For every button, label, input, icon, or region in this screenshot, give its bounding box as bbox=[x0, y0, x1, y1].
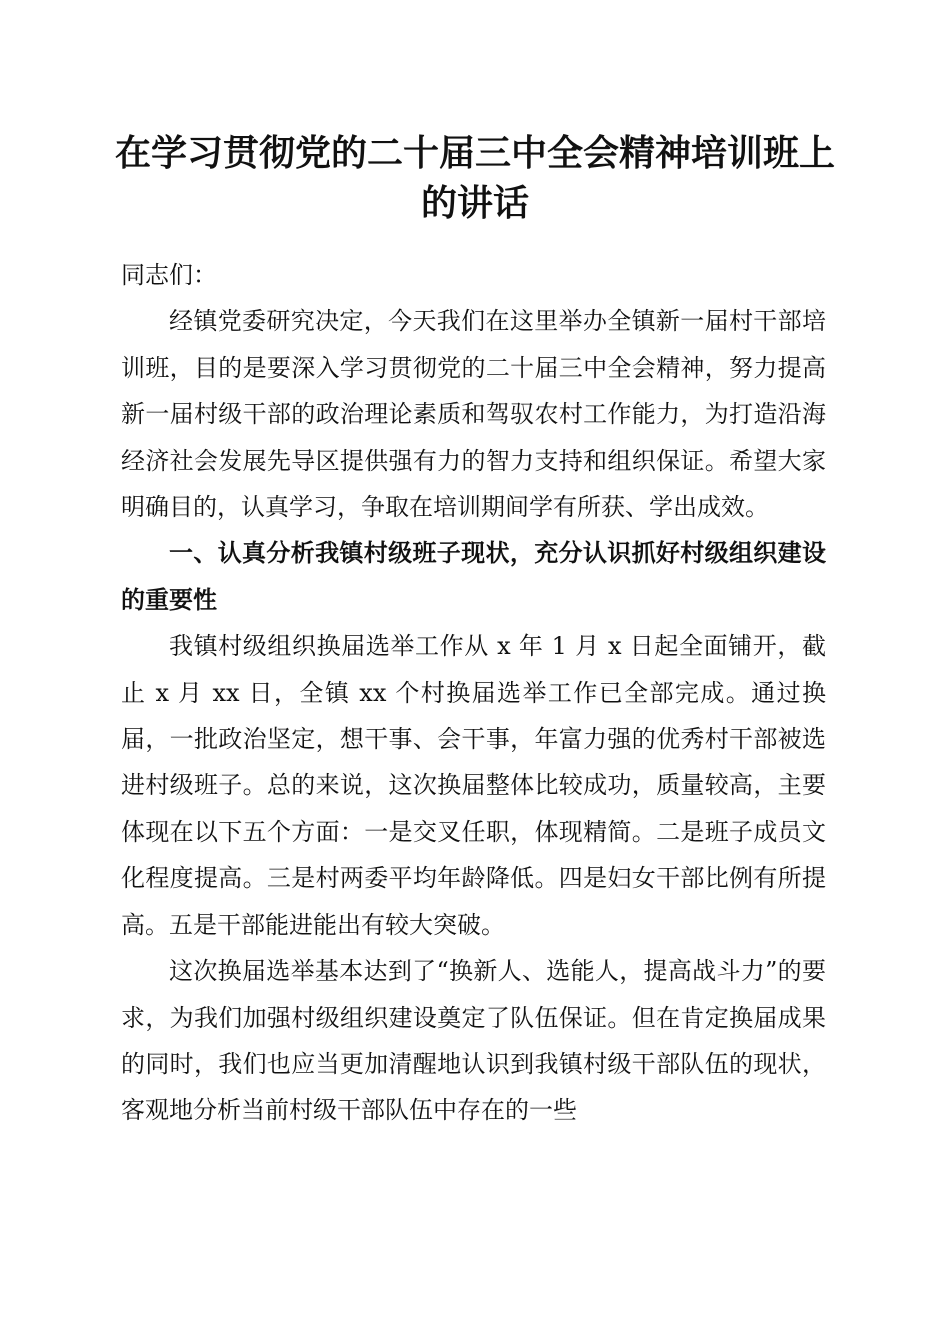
title-line-1: 在学习贯彻党的二十届三中全会精神培训班上 bbox=[114, 132, 835, 174]
salutation: 同志们： bbox=[121, 261, 217, 289]
paragraph-assessment: 这次换届选举基本达到了“换新人、选能人，提高战斗力”的要求，为我们加强村级组织建设奠定了队伍保证。但在肯定换届成果的同时，我们也应当更加清醒地认识到我镇村级干部队伍的现状，客观地分析当前村级干部队伍中存在的一些 bbox=[121, 957, 826, 1125]
paragraph-intro: 经镇党委研究决定，今天我们在这里举办全镇新一届村干部培训班，目的是要深入学习贯彻党的二十届三中全会精神，努力提高新一届村级干部的政治理论素质和驾驭农村工作能力，为打造沿海经济社会发展先导区提供强有力的智力支持和组织保证。希望大家明确目的，认真学习，争取在培训期间学有所获、学出成效。 bbox=[121, 307, 826, 522]
document-body bbox=[121, 252, 826, 1134]
paragraph-election-results: 我镇村级组织换届选举工作从 x 年 1 月 x 日起全面铺开，截止 x 月 xx 日，全镇 xx 个村换届选举工作已全部完成。通过换届，一批政治坚定，想干事、会干事，年富力强的优秀村干部被选进村级班子。总的来说，这次换届整体比较成功，质量较高，主要体现在以下五个方面：一是交叉任职，体现精简。二是班子成员文化程度提高。三是村两委平均年龄降低。四是妇女干部比例有所提高。五是干部能进能出有较大突破。 bbox=[121, 632, 826, 939]
document-title bbox=[100, 128, 850, 228]
section-heading-1: 一、认真分析我镇村级班子现状，充分认识抓好村级组织建设的重要性 bbox=[121, 539, 826, 614]
title-line-2: 的讲话 bbox=[420, 182, 529, 224]
